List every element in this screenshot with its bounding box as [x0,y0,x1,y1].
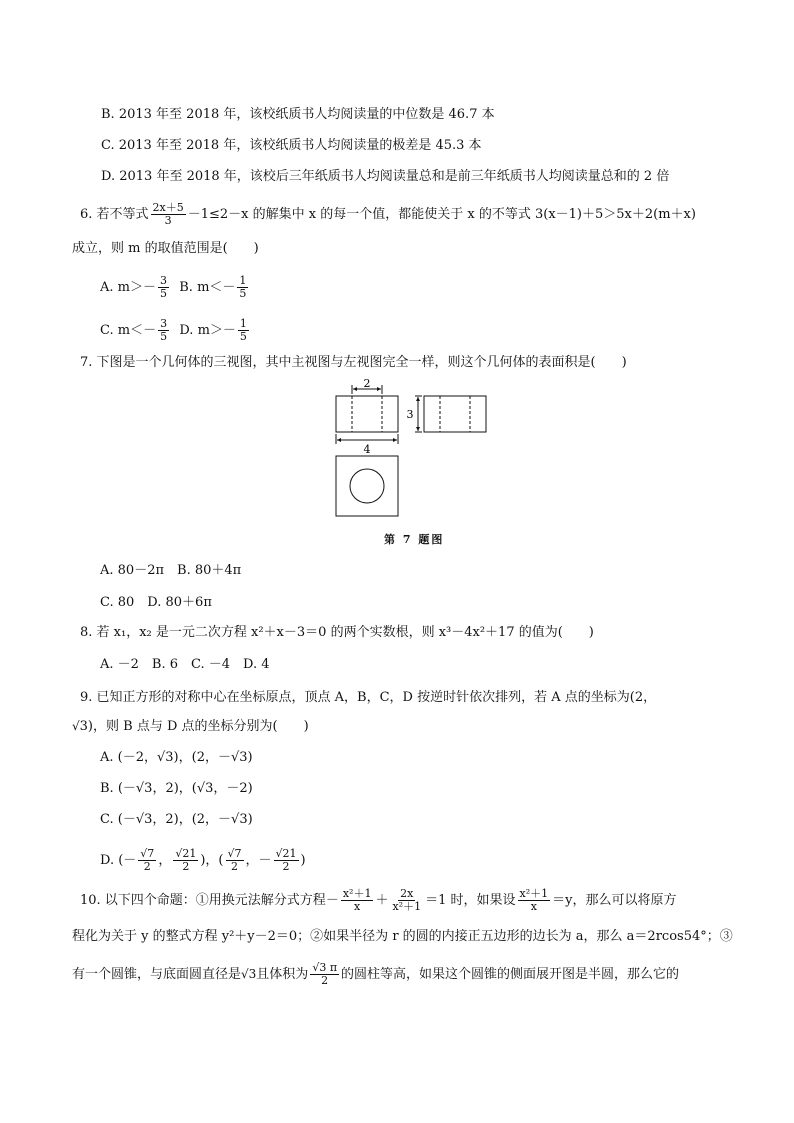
dim-side-label: 3 [406,408,414,421]
q6-options-cd [100,318,251,343]
q7-stem: 7. 下图是一个几何体的三视图，其中主视图与左视图完全一样，则这个几何体的表面积是( ) [80,355,627,370]
q6-opt-b-num: 1 [239,274,247,287]
q10-line3 [72,962,679,987]
q9-frac2-den: 2 [182,860,190,873]
q6-opt-c-num: 3 [160,317,168,330]
q10-frac1-num: x²＋1 [342,887,372,900]
q10-line3-a: 有一个圆锥，与底面圆直径是 [72,967,242,982]
q10-p2: ＝1 时，如果设 [425,893,516,908]
q7-options-ab: A. 80－2π B. 80＋4π [100,563,242,578]
q7-figure-caption: 第 7 题图 [384,533,445,546]
q6-options-ab [100,275,250,300]
q9-frac3-den: 2 [231,860,238,873]
q6-fraction [151,202,186,227]
q7-options-cd: C. 80 D. 80＋6π [100,595,212,610]
q9-stem2-text: 3)，则 B 点与 D 点的坐标分别为( ) [79,719,309,734]
q6-opt-a: A. m＞－ [100,280,156,295]
q6-frac-num: 2x＋5 [152,201,184,214]
q6-opt-d-num: 1 [239,317,247,330]
q10-line3-b: 且体积为 [256,967,309,982]
q10-frac1 [341,888,374,913]
q10-frac3 [518,888,551,913]
q5-option-b: B. 2013 年至 2018 年，该校纸质书人均阅读量的中位数是 46.7 本 [101,107,495,122]
three-view-figure [330,378,500,520]
q10-frac4-den: 2 [321,974,329,987]
q10-frac2-num: 2x [400,887,414,900]
q9-frac2-num: √21 [175,847,197,860]
q10-frac3-den: x [530,900,537,913]
q10-line1: 10. 以下四个命题：①用换元法解分式方程－ $\frac{\text{x²＋1}}{x}$ ＋ $\frac{2x}{\text{x²＋1}}$ ＝1 时，如果设 $\frac{\text{x²＋1}}{x}$ ＝y，那么可以将原方 [80,887,677,913]
q6-opt-b: B. m＜－ [179,280,236,295]
q9-option-d: D. (－ $\frac{√7}{2}$ ， $\frac{√21}{2}$ )，( $\frac{√7}{2}$ ，－ $\frac{√21}{2}$ ) [100,847,306,873]
q10-p3: ＝y，那么可以将原方 [552,893,677,908]
q9-stem-line1: 9. 已知正方形的对称中心在坐标原点，顶点 A，B，C，D 按逆时针依次排列，若 A 点的坐标为(2， [80,690,657,705]
top-view [336,456,398,516]
q10-frac4-num: √3 π [312,961,338,974]
q10-frac2-den: x²＋1 [392,900,422,913]
sqrt-3: √3 [241,967,257,981]
q6-opt-b-frac [237,275,248,300]
q6-prefix: 6. 若不等式 [80,207,149,222]
q9-frac3-num: √7 [227,847,242,860]
q6-opt-c: C. m＜－ [100,323,157,338]
dim-top-label: 2 [363,378,371,390]
q9-opt-d-frac1 [138,848,156,873]
dim-bottom-label: 4 [363,443,371,456]
q6-opt-b-den: 5 [239,287,247,300]
q10-line3-c: 的圆柱等高，如果这个圆锥的侧面展开图是半圆，那么它的 [341,967,680,982]
q6-opt-c-frac [158,318,169,343]
q9-option-c: C. (－√3，2)，(2，－√3) [100,812,253,827]
q6-opt-a-frac [158,275,169,300]
q6-mid: －1≤2－x 的解集中 x 的每一个值，都能使关于 x 的不等式 3(x－1)＋5＞5x＋2(m＋x) [187,207,696,222]
q8-options: A. －2 B. 6 C. －4 D. 4 [100,657,270,672]
q9-frac4-num: √21 [275,847,297,860]
q10-frac3-num: x²＋1 [519,887,549,900]
q6-opt-c-den: 5 [160,330,168,343]
q6-stem [80,202,696,227]
q10-frac4 [310,962,339,987]
q9-frac1-num: √7 [140,847,155,860]
q6-opt-a-den: 5 [159,287,167,300]
q6-frac-den: 3 [164,214,172,227]
q5-option-c: C. 2013 年至 2018 年，该校纸质书人均阅读量的极差是 45.3 本 [101,138,482,153]
q9-opt-d-frac3 [226,848,244,873]
q9-option-b: B. (－√3，2)，(√3，－2) [100,781,253,796]
q10-frac2 [390,888,423,913]
left-view [424,396,486,432]
q9-frac1-den: 2 [143,860,151,873]
q9-frac4-den: 2 [282,860,290,873]
q8-stem: 8. 若 x₁，x₂ 是一元二次方程 x²＋x－3＝0 的两个实数根，则 x³－4x²＋17 的值为( ) [80,625,594,640]
q10-line2: 程化为关于 y 的整式方程 y²＋y－2＝0；②如果半径为 r 的圆的内接正五边形的边长为 a，那么 a＝2rcos54°；③ [72,929,733,944]
q10-p1: 10. 以下四个命题：①用换元法解分式方程 [80,893,326,908]
q6-opt-a-num: 3 [159,274,167,287]
q10-frac1-den: x [354,900,361,913]
q9-opt-d-frac2 [173,848,198,873]
q5-option-d: D. 2013 年至 2018 年，该校后三年纸质书人均阅读量总和是前三年纸质书人均阅读量总和的 2 倍 [101,169,670,184]
front-view [336,378,398,456]
q6-line2: 成立，则 m 的取值范围是( ) [72,241,259,256]
q6-opt-d: D. m＞－ [179,323,236,338]
q9-option-a: A. (－2，√3)，(2，－√3) [100,750,253,765]
side-dimension [407,396,423,432]
q9-opt-d-frac4 [274,848,299,873]
q9-opt-d-prefix: D. (－ [100,853,137,868]
q6-opt-d-frac [238,318,249,343]
q9-stem-line2: √3)，则 B 点与 D 点的坐标分别为( ) [72,719,309,734]
q6-opt-d-den: 5 [239,330,247,343]
